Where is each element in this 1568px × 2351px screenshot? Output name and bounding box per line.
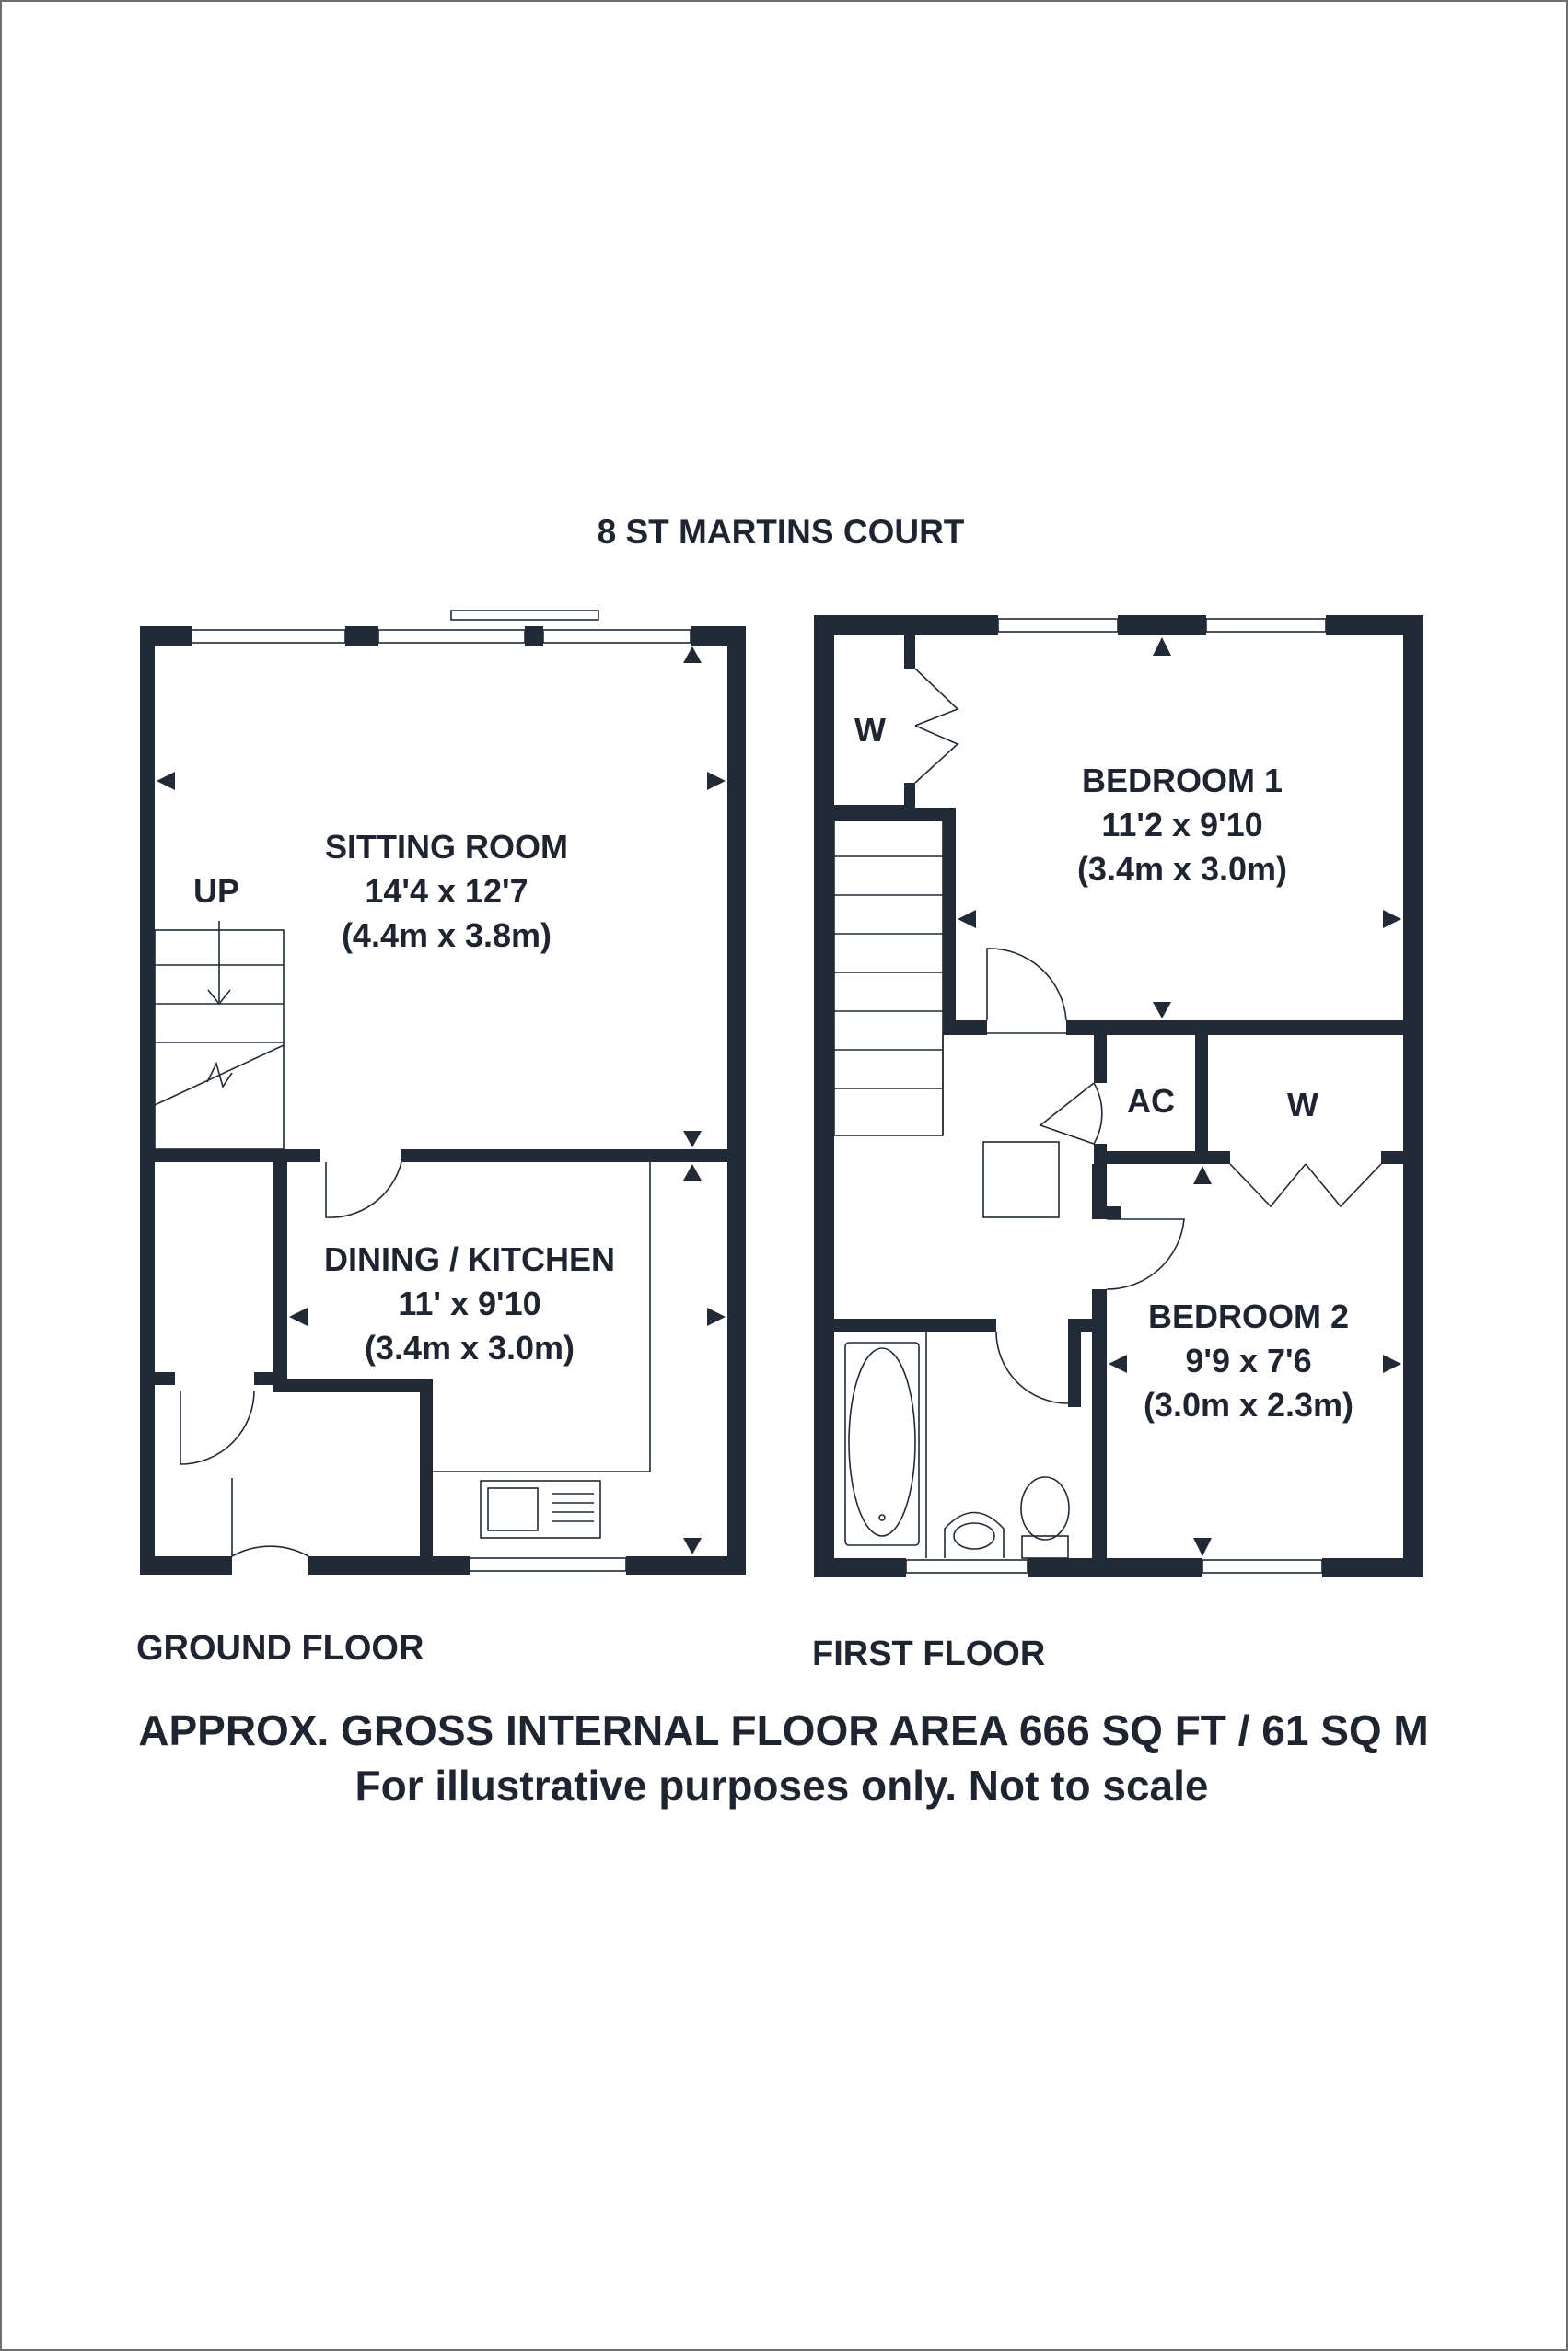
wardrobe-label: W	[854, 711, 886, 749]
wall	[834, 1319, 996, 1332]
room-size-metric: (3.4m x 3.0m)	[364, 1329, 575, 1367]
dimension-arrow	[683, 1131, 702, 1147]
ground-floor-plan	[140, 611, 746, 1575]
window	[1202, 1560, 1322, 1573]
wall	[1094, 1151, 1208, 1164]
wall	[834, 808, 954, 821]
wall	[814, 615, 998, 635]
first-floor-label: FIRST FLOOR	[812, 1635, 1046, 1673]
wall	[904, 635, 915, 669]
room-name: DINING / KITCHEN	[323, 1240, 616, 1278]
dimension-arrow	[1383, 1355, 1401, 1373]
airing-cupboard-label: AC	[1127, 1082, 1175, 1120]
dimension-arrow	[1153, 1002, 1171, 1018]
wall	[1092, 1164, 1107, 1212]
door	[1107, 1219, 1184, 1289]
wall	[943, 808, 956, 1034]
wall	[1068, 1319, 1081, 1407]
room-size-imperial: 14'4 x 12'7	[365, 872, 528, 910]
wall	[273, 1149, 287, 1379]
wall	[140, 1556, 232, 1575]
floor-area-text: APPROX. GROSS INTERNAL FLOOR AREA 666 SQ FT / 61 SQ M	[138, 1706, 1429, 1754]
wall	[420, 1379, 433, 1564]
wardrobe-door	[915, 669, 958, 726]
dimension-arrow	[1193, 1166, 1212, 1184]
ground-floor-label: GROUND FLOOR	[136, 1629, 424, 1668]
door	[996, 1332, 1068, 1403]
dimension-arrow	[683, 1538, 702, 1554]
wall	[273, 1379, 433, 1392]
door	[326, 1162, 401, 1217]
wall	[814, 1558, 906, 1577]
wall	[1195, 1035, 1208, 1164]
wardrobe-door	[1230, 1164, 1306, 1206]
sink	[481, 1481, 600, 1538]
wall	[140, 1149, 320, 1162]
room-name: SITTING ROOM	[325, 828, 568, 866]
property-title: 8 ST MARTINS COURT	[597, 513, 965, 551]
window	[378, 630, 525, 643]
room-size-imperial: 9'9 x 7'6	[1185, 1342, 1312, 1379]
wall	[1326, 615, 1423, 635]
wall	[155, 1372, 175, 1385]
door	[180, 1391, 254, 1464]
wall	[1381, 1151, 1423, 1164]
page-frame	[1, 1, 1567, 2350]
wall	[814, 615, 834, 1577]
dimension-arrow	[683, 1164, 702, 1181]
window	[470, 1558, 626, 1571]
window	[998, 619, 1118, 632]
wall	[140, 626, 155, 1575]
wardrobe-label: W	[1287, 1086, 1318, 1123]
dimension-arrow	[683, 646, 702, 663]
wall	[1094, 1035, 1107, 1083]
wall	[401, 1149, 746, 1162]
wall	[525, 626, 543, 646]
wall	[727, 626, 746, 1575]
wall	[1208, 1151, 1230, 1164]
wall	[1322, 1558, 1423, 1577]
wall	[1092, 1289, 1107, 1577]
wall	[691, 626, 746, 646]
door	[1040, 1083, 1102, 1144]
dimension-arrow	[707, 1308, 726, 1326]
dimension-arrow	[1383, 910, 1401, 928]
dimension-arrow	[1153, 637, 1171, 656]
dimension-arrow	[1109, 1355, 1127, 1373]
dimension-arrow	[1193, 1538, 1212, 1556]
wall	[1066, 1020, 1423, 1035]
window	[906, 1560, 1028, 1573]
room-name: BEDROOM 2	[1147, 1298, 1350, 1335]
dimension-arrow	[289, 1308, 308, 1326]
wall	[308, 1556, 470, 1575]
wardrobe-door	[915, 726, 958, 783]
window	[192, 630, 345, 643]
wall	[345, 626, 378, 646]
stair-up-label: UP	[192, 872, 240, 910]
wall	[1028, 1558, 1202, 1577]
room-size-metric: (3.0m x 2.3m)	[1143, 1386, 1354, 1424]
door	[232, 1478, 308, 1556]
room-size-metric: (4.4m x 3.8m)	[341, 916, 552, 954]
wall	[626, 1556, 746, 1575]
dimension-arrow	[707, 772, 726, 790]
window	[543, 630, 691, 643]
wardrobe-door	[1306, 1164, 1381, 1206]
loft-hatch	[983, 1142, 1059, 1217]
disclaimer-text: For illustrative purposes only. Not to scale	[354, 1762, 1209, 1810]
door	[987, 949, 1066, 1020]
dimension-arrow	[157, 772, 175, 790]
room-size-imperial: 11'2 x 9'10	[1101, 806, 1263, 844]
room-size-metric: (3.4m x 3.0m)	[1076, 850, 1288, 888]
window	[1206, 619, 1326, 632]
wall	[140, 626, 192, 646]
first-floor-plan	[814, 615, 1423, 1577]
wall	[1118, 615, 1206, 635]
dimension-arrow	[958, 910, 976, 928]
wall	[1092, 1206, 1121, 1219]
window	[451, 611, 598, 620]
wall	[943, 1020, 987, 1035]
wall	[1403, 615, 1423, 1577]
room-name: BEDROOM 1	[1081, 762, 1283, 799]
room-size-imperial: 11' x 9'10	[398, 1285, 541, 1322]
